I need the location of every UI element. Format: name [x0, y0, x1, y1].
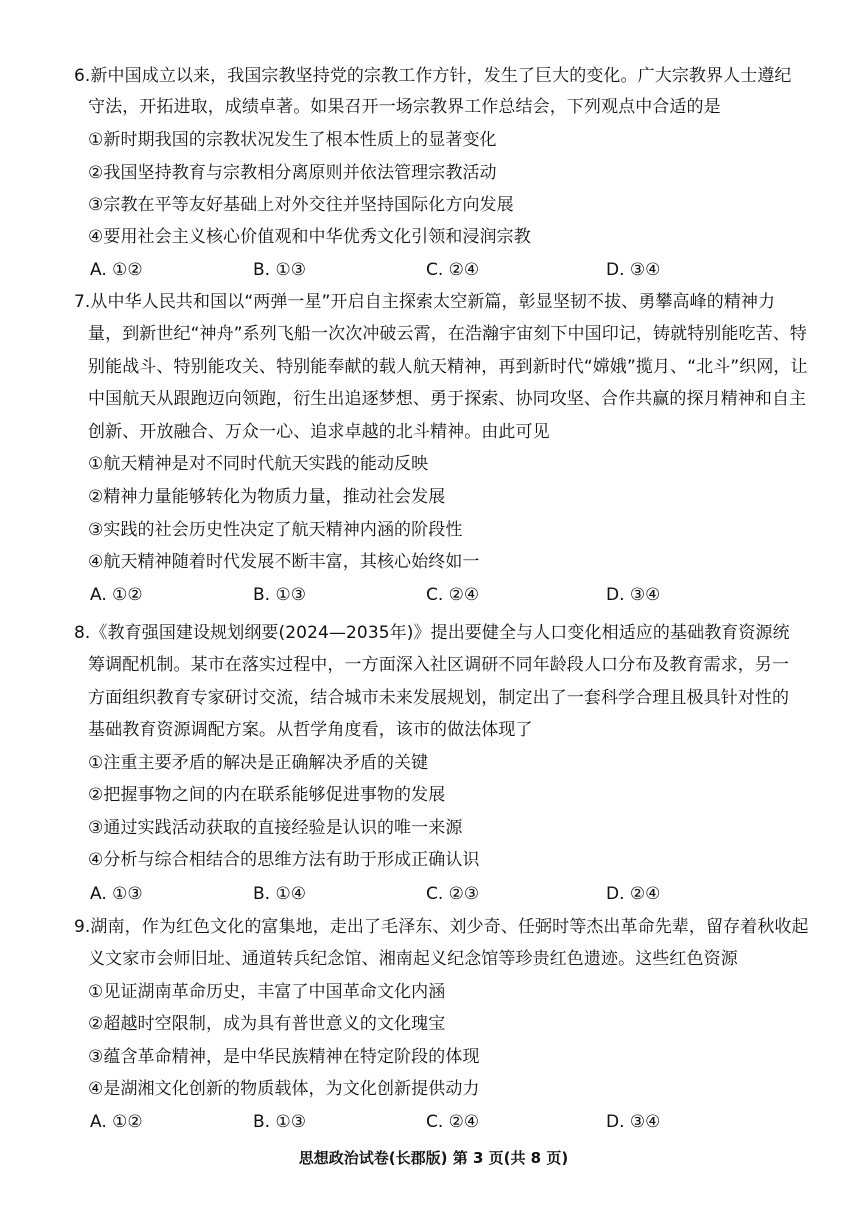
q6-option-a: A. ①②	[90, 260, 143, 280]
q6-option-c: C. ②④	[426, 260, 480, 280]
q6-option-d: D. ③④	[606, 260, 661, 280]
q8-option-c: C. ②③	[426, 884, 480, 904]
q8-option-d: D. ②④	[606, 884, 661, 904]
q8-statement-1: ①注重主要矛盾的解决是正确解决矛盾的关键	[88, 753, 429, 773]
q6-statement-3: ③宗教在平等友好基础上对外交往并坚持国际化方向发展	[88, 195, 514, 215]
q7-stem-line-1: 7.从中华人民共和国以“两弹一星”开启自主探索太空新篇，彰显坚韧不拔、勇攀高峰的精神力	[74, 292, 776, 312]
q7-statement-1: ①航天精神是对不同时代航天实践的能动反映	[88, 454, 429, 474]
q9-option-d: D. ③④	[606, 1112, 661, 1132]
q7-statement-2: ②精神力量能够转化为物质力量，推动社会发展	[88, 487, 446, 507]
q9-statement-2: ②超越时空限制，成为具有普世意义的文化瑰宝	[88, 1014, 446, 1034]
q7-stem-line-3: 别能战斗、特别能攻关、特别能奉献的载人航天精神，再到新时代“嫦娥”揽月、“北斗”织网，让	[88, 357, 808, 377]
q8-statement-4: ④分析与综合相结合的思维方法有助于形成正确认识	[88, 850, 480, 870]
q7-option-a: A. ①②	[90, 585, 143, 605]
q9-statement-1: ①见证湖南革命历史，丰富了中国革命文化内涵	[88, 982, 446, 1002]
q9-stem-line-2: 义文家市会师旧址、通道转兵纪念馆、湘南起义纪念馆等珍贵红色遗迹。这些红色资源	[88, 949, 738, 969]
q7-option-d: D. ③④	[606, 585, 661, 605]
q8-stem-line-3: 方面组织教育专家研讨交流，结合城市未来发展规划，制定出了一套科学合理且极具针对性的	[88, 688, 790, 708]
q9-option-a: A. ①②	[90, 1112, 143, 1132]
q6-stem-line-1: 6.新中国成立以来，我国宗教坚持党的宗教工作方针，发生了巨大的变化。广大宗教界人士遵纪	[74, 66, 792, 86]
q8-stem-line-4: 基础教育资源调配方案。从哲学角度看，该市的做法体现了	[88, 720, 533, 740]
page-footer: 思想政治试卷(长郡版) 第 3 页(共 8 页)	[298, 1149, 569, 1167]
q7-option-b: B. ①③	[253, 585, 306, 605]
q7-stem-line-2: 量，到新世纪“神舟”系列飞船一次次冲破云霄，在浩瀚宇宙刻下中国印记，铸就特别能吃苦、特	[88, 324, 807, 344]
q6-statement-4: ④要用社会主义核心价值观和中华优秀文化引领和浸润宗教	[88, 227, 531, 247]
q7-stem-line-5: 创新、开放融合、万众一心、追求卓越的北斗精神。由此可见	[88, 422, 550, 442]
q9-stem-line-1: 9.湖南，作为红色文化的富集地，走出了毛泽东、刘少奇、任弼时等杰出革命先辈，留存着秋收起	[74, 917, 809, 937]
q6-statement-1: ①新时期我国的宗教状况发生了根本性质上的显著变化	[88, 130, 497, 150]
q8-statement-2: ②把握事物之间的内在联系能够促进事物的发展	[88, 785, 446, 805]
q6-stem-line-2: 守法，开拓进取，成绩卓著。如果召开一场宗教界工作总结会，下列观点中合适的是	[88, 97, 721, 117]
q6-option-b: B. ①③	[253, 260, 306, 280]
q7-statement-4: ④航天精神随着时代发展不断丰富，其核心始终如一	[88, 552, 480, 572]
q6-statement-2: ②我国坚持教育与宗教相分离原则并依法管理宗教活动	[88, 163, 497, 183]
q9-option-c: C. ②④	[426, 1112, 480, 1132]
q8-statement-3: ③通过实践活动获取的直接经验是认识的唯一来源	[88, 818, 463, 838]
q8-stem-line-2: 筹调配机制。某市在落实过程中，一方面深入社区调研不同年龄段人口分布及教育需求，另一	[88, 655, 790, 675]
q8-option-a: A. ①③	[90, 884, 143, 904]
q8-stem-line-1: 8.《教育强国建设规划纲要(2024—2035年)》提出要健全与人口变化相适应的基础教育资源统	[74, 623, 790, 643]
q7-stem-line-4: 中国航天从跟跑迈向领跑，衍生出追逐梦想、勇于探索、协同攻坚、合作共赢的探月精神和自主	[88, 389, 807, 409]
q9-option-b: B. ①③	[253, 1112, 306, 1132]
q8-option-b: B. ①④	[253, 884, 306, 904]
q9-statement-3: ③蕴含革命精神，是中华民族精神在特定阶段的体现	[88, 1047, 480, 1067]
q7-statement-3: ③实践的社会历史性决定了航天精神内涵的阶段性	[88, 520, 463, 540]
q9-statement-4: ④是湖湘文化创新的物质载体，为文化创新提供动力	[88, 1079, 480, 1099]
q7-option-c: C. ②④	[426, 585, 480, 605]
